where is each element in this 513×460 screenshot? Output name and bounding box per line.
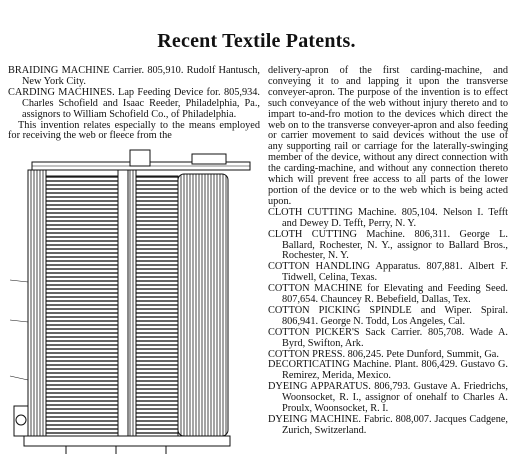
patent-entry: COTTON PICKER'S Sack Carrier. 805,708. Wade A. Byrd, Swifton, Ark. [268, 326, 508, 349]
left-column [8, 66, 260, 142]
patent-entry: DYEING MACHINE. Fabric. 808,007. Jacques Cadgene, Zurich, Switzerland. [268, 414, 508, 436]
patent-entry: CLOTH CUTTING Machine. 806,311. George L. Ballard, Rochester, N. Y., assignor to Ballard Bros., Rochester, N. Y. [268, 228, 508, 262]
patent-entry: COTTON PICKING SPINDLE and Wiper. Spiral. 806,941. George N. Todd, Los Angeles, Cal. [268, 304, 508, 327]
right-column [268, 66, 508, 437]
patent-entry-braiding: BRAIDING MACHINE Carrier. 805,910. Rudolf Hantusch, New York City. [8, 65, 260, 87]
carding-description-continued: delivery-apron of the first carding-machine, and conveying it to and lapping it upon the transverse conveyer-apron. The purpose of the invention is to effect such conveyance of the web without injury thereto and to impart to-and-fro motion to the devices which direct the web on to the transverse conveyer-apron and also feeding or carrier movement to said devices without the use of any supporting rail or carriage for the laterally-swinging member of the device, without any direct connection with the carding-machine, and without any connection thereto which will prevent free access to all parts of the lower portion of the device or to the web which is being acted upon. [268, 65, 508, 207]
patent-entry: COTTON HANDLING Apparatus. 807,881. Albert F. Tidwell, Celina, Texas. [268, 261, 508, 284]
patent-entry: COTTON PRESS. 806,245. Pete Dunford, Summit, Ga. [268, 348, 499, 360]
patent-entry: DECORTICATING Machine. Plant. 806,429. Gustavo G. Remirez, Merida, Mexico. [268, 359, 508, 382]
lap-feeding-device-illustration [6, 140, 252, 458]
page-title: Recent Textile Patents. [157, 30, 356, 52]
patent-entry: COTTON MACHINE for Elevating and Feeding Seed. 807,654. Chauncey R. Bebefield, Dallas, Tex. [268, 283, 508, 306]
patent-entry: DYEING APPARATUS. 806,793. Gustave A. Friedrichs, Woonsocket, R. I., assignor of onehalf to Charles A. Proulx, Woonsocket, R. I. [268, 381, 508, 415]
patent-entry-carding: CARDING MACHINES. Lap Feeding Device for. 805,934. Charles Schofield and Isaac Reeder, Philadelphia, Pa., assignors to William Schofield Co., of Philadelphia. [8, 86, 260, 120]
patent-entry: CLOTH CUTTING Machine. 805,104. Nelson I. Tefft and Dewey D. Tefft, Perry, N. Y. [268, 206, 508, 229]
carding-description: This invention relates especially to the means employed for receiving the web or fleece from the [8, 119, 260, 142]
